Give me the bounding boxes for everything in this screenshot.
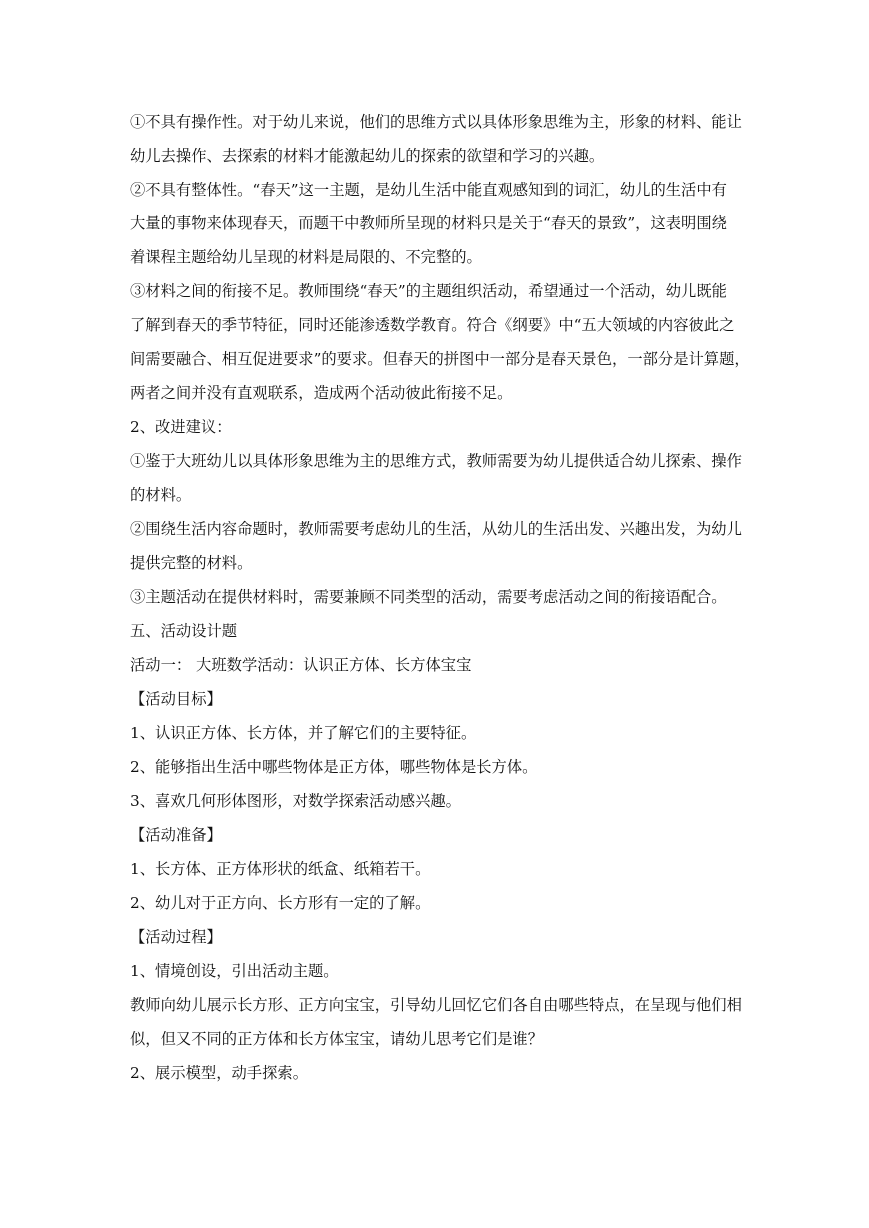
section-heading: 2、改进建议： [130,418,232,436]
text-line: 1、认识正方体、长方体，并了解它们的主要特征。 [130,724,477,742]
text-line: 的材料。 [130,486,192,504]
text-line: ③材料之间的衔接不足。教师围绕“春天”的主题组织活动，希望通过一个活动，幼儿既能 [130,282,727,300]
section-heading: 五、活动设计题 [130,622,238,640]
text-line: 大量的事物来体现春天，而题干中教师所呈现的材料只是关于“春天的景致”，这表明围绕 [130,214,727,232]
text-line: 2、能够指出生活中哪些物体是正方体，哪些物体是长方体。 [130,758,538,776]
subsection-heading: 【活动过程】 [130,928,222,946]
text-line: ③主题活动在提供材料时，需要兼顾不同类型的活动，需要考虑活动之间的衔接语配合。 [130,588,727,606]
text-line: 2、展示模型，动手探索。 [130,1064,308,1082]
text-line: 了解到春天的季节特征，同时还能渗透数学教育。符合《纲要》中“五大领域的内容彼此之 [130,316,735,334]
text-line: ②不具有整体性。“春天”这一主题，是幼儿生活中能直观感知到的词汇，幼儿的生活中有 [130,181,727,199]
text-line: 幼儿去操作、去探索的材料才能激起幼儿的探索的欲望和学习的兴趣。 [130,147,605,165]
text-line: 两者之间并没有直观联系，造成两个活动彼此衔接不足。 [130,384,513,402]
text-line: 1、长方体、正方体形状的纸盒、纸箱若干。 [130,860,431,878]
text-line: 似，但又不同的正方体和长方体宝宝，请幼儿思考它们是谁？ [130,1030,544,1048]
subsection-heading: 【活动目标】 [130,690,222,708]
text-line: 3、喜欢几何形体图形，对数学探索活动感兴趣。 [130,792,461,810]
text-line: 着课程主题给幼儿呈现的材料是局限的、不完整的。 [130,248,482,266]
text-line: 1、情境创设，引出活动主题。 [130,962,339,980]
text-line: 2、幼儿对于正方向、长方形有一定的了解。 [130,894,431,912]
text-line: ①不具有操作性。对于幼儿来说，他们的思维方式以具体形象思维为主，形象的材料、能让 [130,113,742,131]
activity-title: 活动一： 大班数学活动：认识正方体、长方体宝宝 [130,656,472,674]
text-line: 提供完整的材料。 [130,554,253,572]
text-line: ②围绕生活内容命题时，教师需要考虑幼儿的生活，从幼儿的生活出发、兴趣出发，为幼儿 [130,520,742,538]
subsection-heading: 【活动准备】 [130,826,222,844]
text-line: 间需要融合、相互促进要求”的要求。但春天的拼图中一部分是春天景色，一部分是计算题， [130,350,750,368]
text-line: 教师向幼儿展示长方形、正方向宝宝，引导幼儿回忆它们各自由哪些特点，在呈现与他们相 [130,996,742,1014]
text-line: ①鉴于大班幼儿以具体形象思维为主的思维方式，教师需要为幼儿提供适合幼儿探索、操作 [130,452,742,470]
